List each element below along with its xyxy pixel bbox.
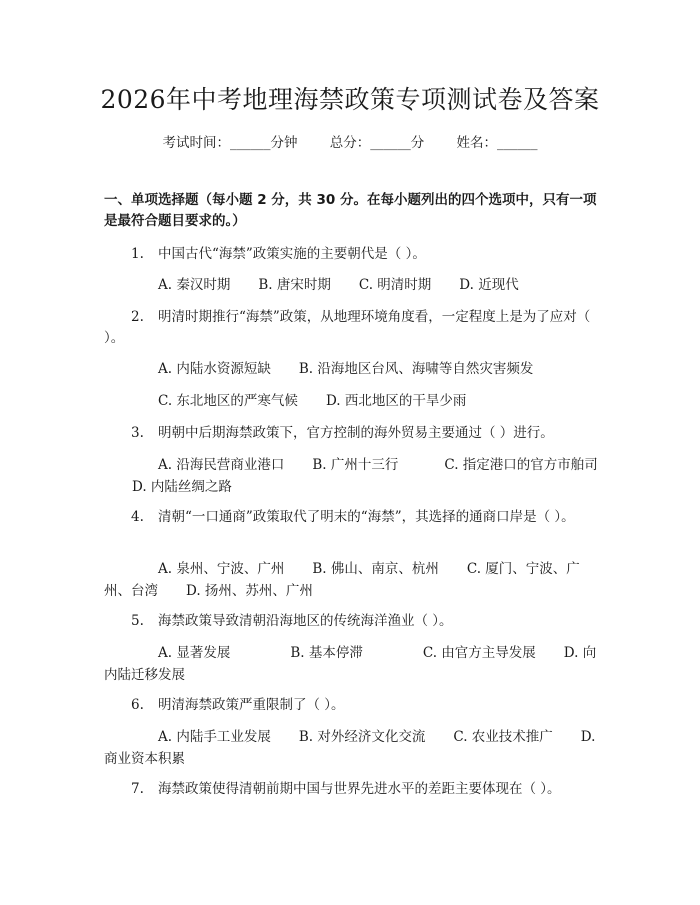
option: B. 唐宋时期 <box>258 277 331 293</box>
option: B. 佛山、南京、杭州 <box>312 561 439 577</box>
option: C. 指定港口的官方市舶司 <box>444 457 598 473</box>
question-stem <box>104 779 604 800</box>
option: B. 对外经济文化交流 <box>298 729 426 745</box>
option: D. 向内陆迁移发展 <box>104 645 597 683</box>
option: A. 沿海民营商业港口 <box>158 457 285 473</box>
exam-title: 2026年中考地理海禁政策专项测试卷及答案 <box>100 85 600 114</box>
question-text: 海禁政策导致清朝沿海地区的传统海洋渔业（ ）。 <box>158 613 453 629</box>
question-number: 6. <box>131 697 144 713</box>
options-row <box>104 390 604 412</box>
question-number: 3. <box>131 425 144 441</box>
question-text: 海禁政策使得清朝前期中国与世界先进水平的差距主要体现在（ ）。 <box>158 781 561 797</box>
options-row <box>104 358 604 380</box>
question-stem <box>104 611 604 632</box>
option: C. 明清时期 <box>358 277 432 293</box>
options-row <box>104 726 604 770</box>
time-unit: 分钟 <box>270 135 298 151</box>
option: D. 西北地区的干旱少雨 <box>325 393 467 409</box>
time-label: 考试时间： <box>162 135 230 151</box>
option: D. 扬州、苏州、广州 <box>186 583 313 599</box>
time-blank: ______ <box>229 135 271 151</box>
option: C. 厦门、宁波、广州、台湾 <box>104 561 580 599</box>
option: A. 显著发展 <box>158 645 231 661</box>
question-text: 清朝“一口通商”政策取代了明末的“海禁”，其选择的通商口岸是（ ）。 <box>158 509 575 525</box>
question-stem <box>104 507 604 528</box>
option: C. 由官方主导发展 <box>422 645 536 661</box>
score-blank: ______ <box>370 135 411 151</box>
name-blank: ______ <box>497 135 538 151</box>
option: B. 基本停滞 <box>290 645 363 661</box>
question-number: 2. <box>131 309 144 325</box>
options-row <box>104 454 604 498</box>
option: D. 近现代 <box>459 277 519 293</box>
score-unit: 分 <box>410 135 425 151</box>
score-label: 总分： <box>329 135 371 151</box>
option: A. 内陆水资源短缺 <box>158 361 271 377</box>
question-text: 明清海禁政策严重限制了（ ）。 <box>158 697 345 713</box>
name-label: 姓名： <box>456 135 498 151</box>
option: C. 东北地区的严寒气候 <box>158 393 298 409</box>
option: A. 秦汉时期 <box>158 277 231 293</box>
question-number: 4. <box>131 509 144 525</box>
score-field <box>330 135 425 151</box>
name-field <box>457 135 538 151</box>
question-number: 1. <box>131 246 144 262</box>
option: A. 内陆手工业发展 <box>158 729 271 745</box>
option: D. 内陆丝绸之路 <box>132 479 232 495</box>
question-stem <box>104 695 604 716</box>
question-stem <box>104 423 604 444</box>
option: B. 广州十三行 <box>312 457 399 473</box>
options-row <box>104 642 604 686</box>
option: D. 商业资本积累 <box>104 729 600 767</box>
question-text: 中国古代“海禁”政策实施的主要朝代是（ ）。 <box>158 246 426 262</box>
question-stem <box>104 244 604 265</box>
question-number: 5. <box>131 613 144 629</box>
options-row <box>104 274 604 296</box>
exam-meta <box>0 131 700 151</box>
section-title: 一、单项选择题（每小题 2 分，共 30 分。在每小题列出的四个选项中，只有一项是最符合题目要求的。） <box>104 192 597 229</box>
option: B. 沿海地区台风、海啸等自然灾害频发 <box>298 361 534 377</box>
option: C. 农业技术推广 <box>453 729 553 745</box>
options-row <box>104 558 604 602</box>
question-text: 明朝中后期海禁政策下，官方控制的海外贸易主要通过（ ）进行。 <box>158 425 554 441</box>
time-field <box>162 135 297 151</box>
question-number: 7. <box>131 781 144 797</box>
option: A. 泉州、宁波、广州 <box>158 561 285 577</box>
question-text: 明清时期推行“海禁”政策，从地理环境角度看，一定程度上是为了应对（ ）。 <box>104 309 591 346</box>
question-stem <box>104 307 604 349</box>
